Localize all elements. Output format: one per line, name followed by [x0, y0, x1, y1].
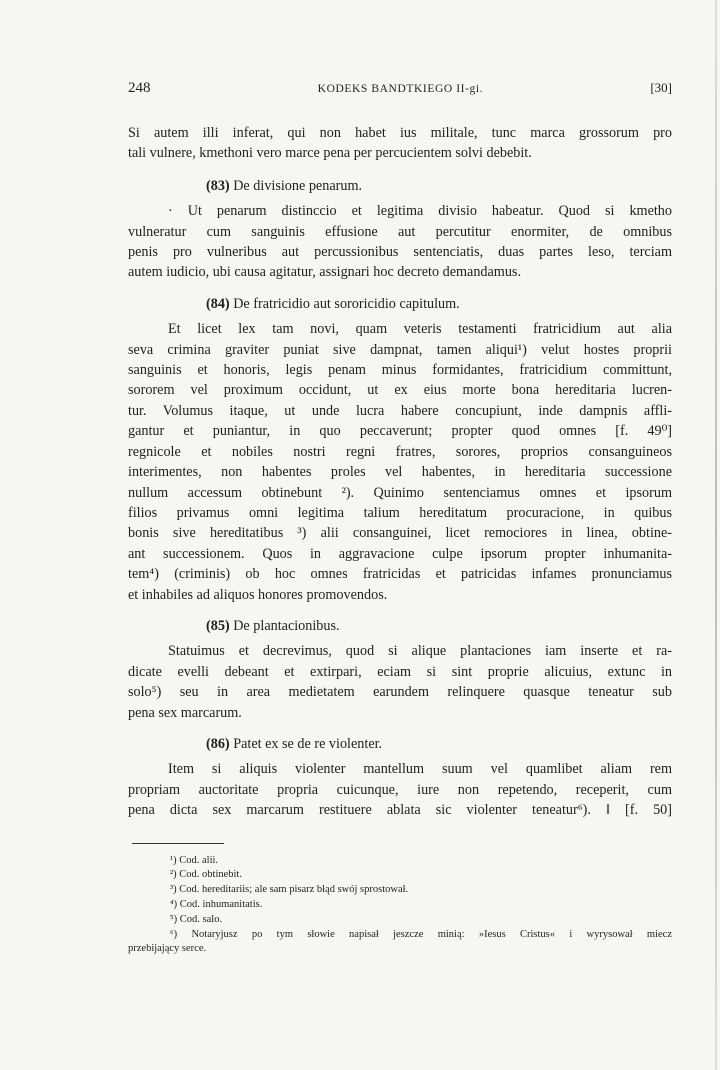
footnote: ³) Cod. hereditariis; ale sam pisarz błąd swój sprostował. — [170, 884, 409, 896]
text-line: tem⁴) (criminis) ob hoc omnes fratricidas et patricidas infames pronunciamus — [128, 566, 672, 583]
paragraph — [128, 201, 672, 283]
text-line: Et licet lex tam novi, quam veteris testamenti fratricidium aut alia — [168, 321, 672, 338]
text-line: solo⁵) seu in area medietatem earundem relinquere quasque teneatur sub — [128, 684, 672, 701]
footnote: ²) Cod. obtinebit. — [170, 869, 242, 881]
text-line: nullum accessum obtinebunt ²). Quinimo sentenciamus omnes et ipsorum — [128, 484, 672, 501]
footnote: ⁶) Notaryjusz po tym słowie napisał jeszcze minią: »Iesus Cristus« i wyrysował miecz — [170, 928, 672, 940]
section-number: (86) — [206, 735, 230, 752]
section-title: De plantacionibus. — [233, 617, 340, 634]
footnote: ⁴) Cod. inhumanitatis. — [170, 898, 263, 910]
text-line: et inhabiles ad aliquos honores promovendos. — [128, 586, 388, 603]
text-line: propriam auctoritate propria cuicunque, iure non repetendo, receperit, cum — [128, 781, 672, 798]
section-number: (84) — [206, 295, 230, 312]
text-line: gantur et puniantur, in quo peccaverunt; propter quod omnes [f. 49⁰] — [128, 423, 672, 440]
folio-number: [30] — [650, 80, 672, 95]
section-heading — [128, 734, 672, 754]
section-number: (85) — [206, 617, 230, 634]
running-header — [128, 80, 672, 102]
text-line: seva crimina graviter puniat sive dampnat, tamen aliqui¹) velut hostes proprii — [128, 341, 672, 358]
footnote-continuation: przebijający serce. — [128, 943, 207, 955]
text-line: interimentes, non habentes proles vel habentes, in hereditaria successione — [128, 464, 672, 481]
text-line: tali vulnere, kmethoni vero marce pena per percucientem solvi debebit. — [128, 145, 532, 162]
text-line: pena sex marcarum. — [128, 704, 242, 721]
section-heading — [128, 294, 672, 314]
text-line: bonis sive hereditatibus ³) alii consanguinei, licet remociores in linea, obtine- — [128, 525, 672, 542]
text-line: Si autem illi inferat, qui non habet ius militale, tunc marca grossorum pro — [128, 125, 672, 141]
section-heading — [128, 616, 672, 636]
section-title: De divisione penarum. — [233, 177, 363, 194]
text-line: Statuimus et decrevimus, quod si alique plantaciones iam inserte et ra- — [168, 643, 672, 660]
footnote: ¹) Cod. alii. — [170, 854, 219, 866]
section-number: (83) — [206, 177, 230, 194]
document-page — [128, 80, 672, 957]
text-line: tur. Volumus itaque, ut unde lucra habere concupiunt, inde dampnis affli- — [128, 402, 672, 419]
text-line: sororem vel proximum occidunt, ut ex eius morte bona hereditaria lucren- — [128, 382, 672, 399]
page-number: 248 — [128, 80, 151, 96]
text-line: penis pro vulneribus aut percussionibus sentenciatis, duas partes leso, terciam — [128, 244, 672, 261]
text-line: regnicole et nobiles nostri regni fratres, sorores, proprios consanguineos — [128, 443, 672, 460]
running-title: KODEKS BANDTKIEGO II-gi. — [317, 83, 484, 95]
section-title: De fratricidio aut sororicidio capitulum. — [233, 295, 460, 312]
text-line: sanguinis et honoris, legis penam minus formidantes, fratricidium committunt, — [128, 362, 672, 379]
paragraph — [128, 319, 672, 605]
text-line: autem iudicio, ubi causa agitatur, assignari hoc decreto demandamus. — [128, 264, 522, 281]
footnotes — [128, 854, 672, 958]
paragraph — [128, 123, 672, 164]
paragraph — [128, 641, 672, 723]
paragraph — [128, 759, 672, 820]
section-title: Patet ex se de re violenter. — [233, 735, 383, 752]
text-line: pena dicta sex marcarum restituere ablata sic violenter teneatur⁶). ‖ [f. 50] — [128, 802, 672, 819]
text-line: Item si aliquis violenter mantellum suum vel quamlibet aliam rem — [168, 761, 672, 778]
text-line: ant successionem. Quos in aggravacione culpe ipsorum propter inhumanita- — [128, 545, 672, 562]
footnote: ⁵) Cod. salo. — [170, 913, 223, 925]
text-line: dicate evelli debeant et extirpari, eciam si sint proprie alicuius, extunc in — [128, 663, 672, 680]
text-line: · Ut penarum distinccio et legitima divisio habeatur. Quod si kmetho — [168, 203, 672, 220]
section-heading — [128, 176, 672, 196]
text-line: filios privamus omni legitima talium hereditatum procuracione, in quibus — [128, 504, 672, 521]
text-line: vulneratur cum sanguinis effusione aut percutitur enormiter, de omnibus — [128, 223, 672, 240]
page-edge-shadow — [715, 0, 717, 1070]
